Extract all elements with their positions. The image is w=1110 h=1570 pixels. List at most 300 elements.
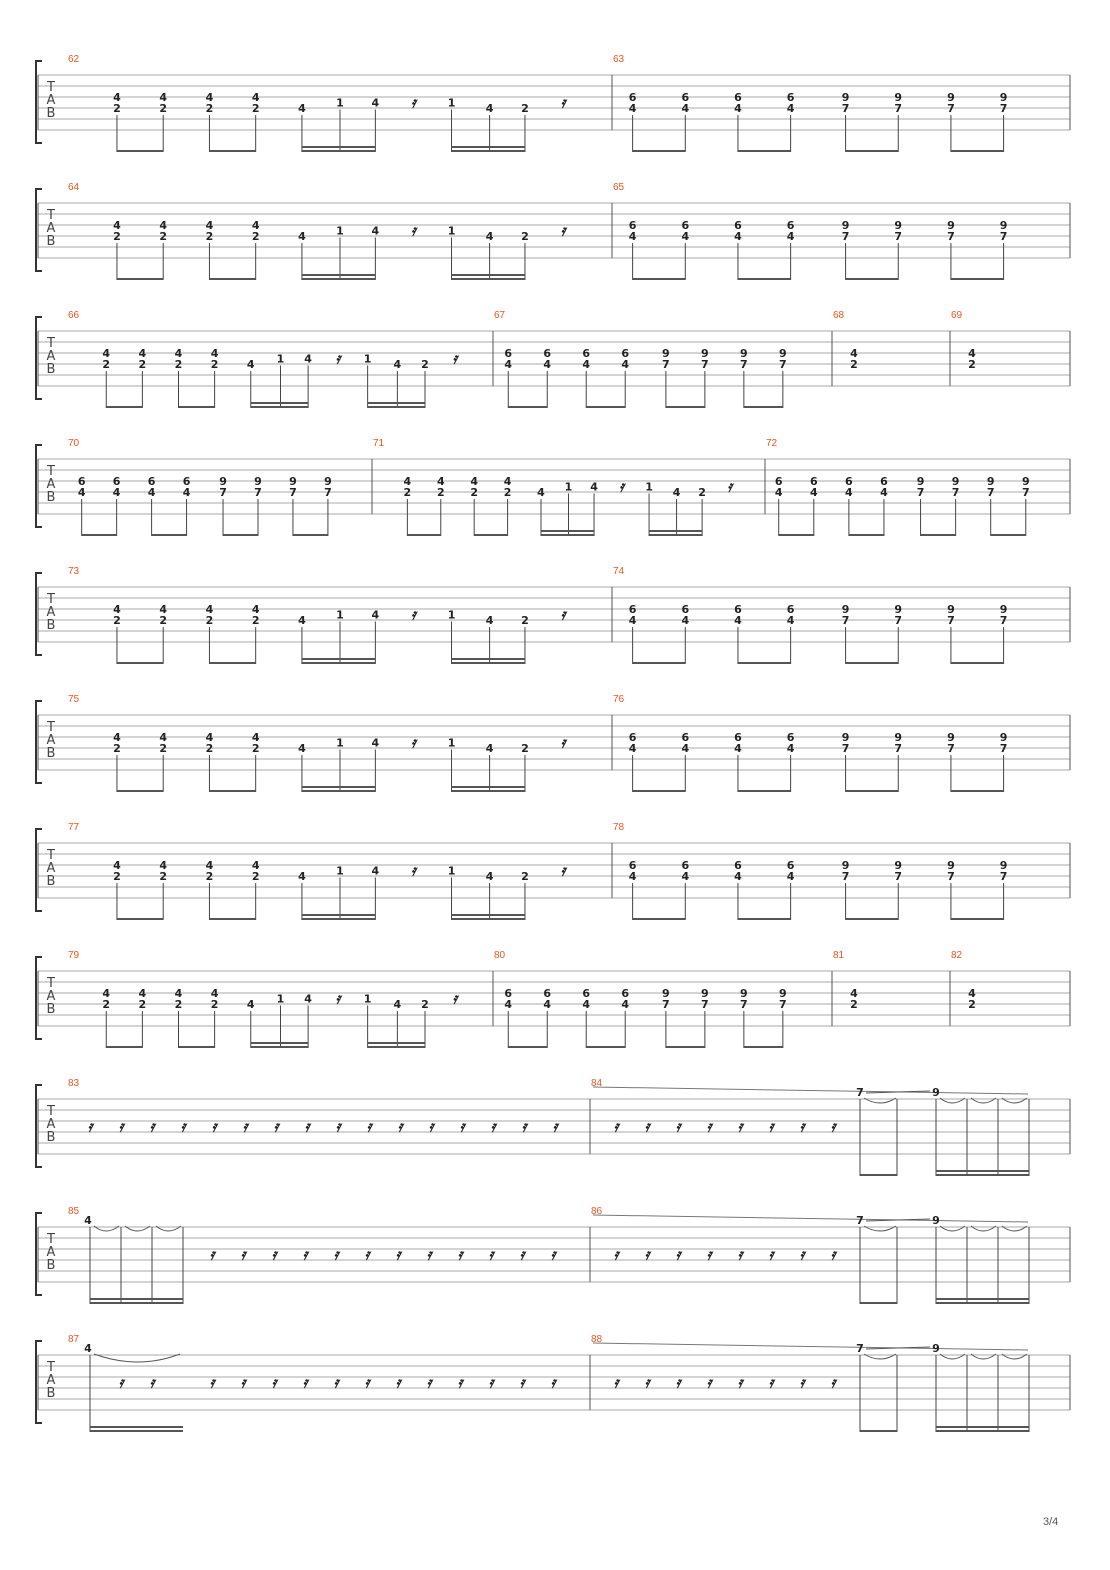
- beam: [633, 662, 686, 664]
- tab-clef-letter: A: [46, 93, 56, 108]
- fret-number: 9: [947, 731, 955, 744]
- fret-number: 7: [947, 742, 955, 755]
- measure-number: 62: [68, 54, 80, 65]
- fret-number: 4: [113, 219, 121, 232]
- sixteenth-rest: 𝄿: [426, 1245, 432, 1264]
- sixteenth-rest: 𝄿: [335, 1117, 341, 1136]
- tab-system: [36, 694, 1070, 792]
- fret-number: 4: [537, 486, 545, 499]
- tab-clef-letter: A: [46, 221, 56, 236]
- fret-number: 9: [999, 219, 1008, 232]
- fret-number: 9: [841, 731, 850, 744]
- measure-number: 77: [68, 822, 80, 833]
- fret-number: 7: [986, 486, 995, 499]
- fret-number: 9: [254, 475, 262, 488]
- beam: [293, 534, 328, 536]
- fret-number: 4: [371, 96, 380, 110]
- fret-number: 7: [701, 998, 709, 1011]
- measure-number: 63: [613, 54, 625, 65]
- beam: [302, 662, 375, 664]
- fret-number: 1: [447, 224, 456, 238]
- fret-number: 2: [159, 614, 168, 627]
- fret-number: 2: [159, 870, 168, 883]
- fret-number: 2: [113, 614, 121, 627]
- fret-number: 6: [147, 475, 156, 488]
- fret-number: 1: [447, 608, 456, 622]
- system-bracket: [36, 1085, 42, 1167]
- beam: [860, 1302, 897, 1304]
- fret-number: 6: [112, 475, 121, 488]
- fret-number: 9: [894, 859, 903, 872]
- sixteenth-rest: 𝄿: [488, 1373, 494, 1392]
- sixteenth-rest: 𝄿: [335, 349, 341, 368]
- fret-number: 6: [628, 731, 637, 744]
- measure-number: 69: [951, 310, 963, 321]
- fret-number: 9: [999, 91, 1008, 104]
- fret-number: 4: [504, 358, 513, 371]
- fret-number: 6: [786, 91, 795, 104]
- sixteenth-rest: 𝄿: [706, 1373, 712, 1392]
- sixteenth-rest: 𝄿: [560, 93, 566, 112]
- sixteenth-rest: 𝄿: [706, 1117, 712, 1136]
- tab-clef-letter: A: [46, 989, 56, 1004]
- beam: [586, 406, 625, 408]
- tab-clef-letter: B: [46, 1258, 56, 1273]
- fret-number: 6: [734, 219, 742, 232]
- beam: [368, 1042, 425, 1044]
- sixteenth-rest: 𝄿: [411, 605, 416, 624]
- measure-number: 66: [68, 310, 80, 321]
- fret-number: 2: [503, 486, 512, 499]
- tab-clef-letter: B: [46, 1386, 56, 1401]
- sixteenth-rest: 𝄿: [799, 1117, 805, 1136]
- beam: [251, 402, 308, 404]
- fret-number: 2: [521, 102, 529, 115]
- sixteenth-rest: 𝄿: [799, 1245, 805, 1264]
- tab-clef-letter: B: [46, 1130, 56, 1145]
- fret-number: 4: [159, 603, 168, 616]
- sixteenth-rest: 𝄿: [428, 1117, 434, 1136]
- fret-number: 4: [786, 870, 795, 883]
- sixteenth-rest: 𝄿: [768, 1373, 774, 1392]
- sixteenth-rest: 𝄿: [768, 1117, 774, 1136]
- sixteenth-rest: 𝄿: [209, 1373, 215, 1392]
- sixteenth-rest: 𝄿: [550, 1373, 556, 1392]
- beam: [936, 1430, 1029, 1432]
- fret-number: 4: [734, 230, 742, 243]
- tab-clef-letter: B: [46, 618, 56, 633]
- fret-number: 1: [276, 352, 285, 366]
- fret-number: 4: [205, 859, 214, 872]
- fret-number: 6: [786, 731, 795, 744]
- beam: [860, 1430, 897, 1432]
- beam: [508, 1046, 547, 1048]
- sixteenth-rest: 𝄿: [211, 1117, 217, 1136]
- beam: [649, 530, 702, 532]
- fret-number: 4: [371, 224, 380, 238]
- fret-number: 9: [219, 475, 227, 488]
- measure-number: 81: [833, 950, 845, 961]
- fret-number: 4: [159, 91, 168, 104]
- fret-number: 9: [701, 987, 709, 1000]
- beam: [209, 662, 255, 664]
- fret-number: 7: [894, 230, 903, 243]
- beam: [936, 1170, 1029, 1172]
- beam: [368, 1046, 425, 1048]
- fret-number: 4: [113, 91, 121, 104]
- sixteenth-rest: 𝄿: [519, 1373, 525, 1392]
- tab-clef-letter: T: [47, 464, 55, 479]
- beam: [586, 1046, 625, 1048]
- beam: [936, 1174, 1029, 1176]
- fret-number: 6: [681, 731, 690, 744]
- beam: [452, 658, 525, 660]
- measure-number: 67: [494, 310, 506, 321]
- measure-number: 71: [373, 438, 385, 449]
- beam: [738, 918, 791, 920]
- fret-number: 2: [421, 358, 429, 371]
- fret-number: 4: [159, 859, 168, 872]
- fret-number: 1: [363, 992, 372, 1006]
- beam: [209, 918, 255, 920]
- beam: [251, 1046, 308, 1048]
- beam: [779, 534, 814, 536]
- fret-number: 1: [564, 480, 573, 494]
- fret-number: 2: [159, 230, 168, 243]
- beam: [82, 534, 117, 536]
- beam: [633, 150, 686, 152]
- fret-number: 4: [298, 230, 306, 243]
- fret-number: 6: [786, 603, 795, 616]
- measure-number: 83: [68, 1078, 80, 1089]
- measure-number: 70: [68, 438, 80, 449]
- sixteenth-rest: 𝄿: [552, 1117, 558, 1136]
- fret-number: 1: [336, 736, 344, 750]
- fret-number: 2: [251, 614, 260, 627]
- sixteenth-rest: 𝄿: [675, 1117, 681, 1136]
- fret-number: 2: [138, 998, 147, 1011]
- beam: [452, 790, 525, 792]
- sixteenth-rest: 𝄿: [644, 1373, 650, 1392]
- fret-number: 6: [845, 475, 853, 488]
- fret-number: 4: [371, 864, 380, 878]
- fret-number: 2: [113, 102, 121, 115]
- fret-number: 7: [999, 614, 1008, 627]
- sixteenth-rest: 𝄿: [180, 1117, 186, 1136]
- sixteenth-rest: 𝄿: [613, 1117, 619, 1136]
- fret-number: 6: [734, 91, 742, 104]
- fret-number: 2: [159, 742, 168, 755]
- beam: [541, 530, 594, 532]
- fret-number: 4: [582, 998, 591, 1011]
- fret-number: 4: [113, 603, 121, 616]
- beam: [633, 790, 686, 792]
- beam: [846, 662, 899, 664]
- beam: [407, 534, 440, 536]
- fret-number: 4: [298, 102, 306, 115]
- fret-number: 4: [734, 102, 742, 115]
- fret-number: 9: [894, 603, 903, 616]
- sixteenth-rest: 𝄿: [675, 1373, 681, 1392]
- fret-number: 2: [205, 742, 214, 755]
- beam: [368, 402, 425, 404]
- sixteenth-rest: 𝄿: [366, 1117, 372, 1136]
- fret-number: 2: [521, 614, 529, 627]
- beam: [251, 406, 308, 408]
- system-bracket: [36, 829, 42, 911]
- slide-line: [593, 1087, 1028, 1094]
- fret-number: 4: [112, 486, 121, 499]
- fret-number: 4: [205, 603, 214, 616]
- measure-number: 87: [68, 1334, 80, 1345]
- beam: [921, 534, 956, 536]
- beam: [846, 150, 899, 152]
- beam: [951, 790, 1004, 792]
- tab-clef-letter: A: [46, 1373, 56, 1388]
- fret-number: 4: [809, 486, 818, 499]
- fret-number: 1: [447, 736, 456, 750]
- fret-number: 2: [205, 102, 214, 115]
- sixteenth-rest: 𝄿: [457, 1245, 463, 1264]
- fret-number: 6: [628, 859, 637, 872]
- fret-number: 7: [894, 102, 903, 115]
- fret-number: 7: [894, 870, 903, 883]
- fret-number: 2: [521, 742, 529, 755]
- fret-number: 2: [251, 742, 260, 755]
- fret-number: 4: [485, 742, 494, 755]
- fret-number: 7: [999, 870, 1008, 883]
- fret-number: 6: [809, 475, 818, 488]
- tab-clef-letter: T: [47, 720, 55, 735]
- beam: [738, 278, 791, 280]
- fret-number: 9: [932, 1214, 940, 1227]
- fret-number: 4: [159, 219, 168, 232]
- fret-number: 2: [113, 230, 121, 243]
- beam: [666, 1046, 705, 1048]
- fret-number: 4: [734, 614, 742, 627]
- fret-number: 6: [681, 859, 690, 872]
- beam: [744, 406, 783, 408]
- fret-number: 2: [421, 998, 429, 1011]
- fret-number: 1: [276, 992, 285, 1006]
- fret-number: 4: [681, 614, 690, 627]
- sixteenth-rest: 𝄿: [830, 1373, 836, 1392]
- sixteenth-rest: 𝄿: [395, 1373, 401, 1392]
- beam: [860, 1174, 897, 1176]
- system-bracket: [36, 189, 42, 271]
- fret-number: 2: [102, 998, 111, 1011]
- fret-number: 4: [113, 859, 121, 872]
- tab-system: [36, 822, 1070, 920]
- sixteenth-rest: 𝄿: [560, 221, 566, 240]
- measure-number: 76: [613, 694, 625, 705]
- fret-number: 9: [894, 219, 903, 232]
- tab-system: [36, 1334, 1070, 1432]
- fret-number: 7: [841, 102, 850, 115]
- fret-number: 4: [786, 102, 795, 115]
- beam: [452, 150, 525, 152]
- fret-number: 2: [470, 486, 479, 499]
- fret-number: 4: [138, 987, 147, 1000]
- beam: [179, 1046, 215, 1048]
- sixteenth-rest: 𝄿: [457, 1373, 463, 1392]
- tab-clef-letter: B: [46, 234, 56, 249]
- measure-number: 82: [951, 950, 963, 961]
- fret-number: 7: [740, 998, 748, 1011]
- fret-number: 9: [324, 475, 332, 488]
- fret-number: 4: [371, 736, 380, 750]
- fret-number: 9: [932, 1086, 940, 1099]
- fret-number: 1: [336, 608, 344, 622]
- fret-number: 4: [159, 731, 168, 744]
- fret-number: 9: [740, 347, 748, 360]
- fret-number: 4: [681, 742, 690, 755]
- beam: [452, 662, 525, 664]
- fret-number: 4: [672, 486, 681, 499]
- fret-number: 6: [628, 91, 637, 104]
- fret-number: 1: [336, 864, 344, 878]
- fret-number: 7: [894, 614, 903, 627]
- fret-number: 4: [681, 102, 690, 115]
- system-bracket: [36, 317, 42, 399]
- fret-number: 9: [779, 347, 787, 360]
- fret-number: 4: [77, 486, 86, 499]
- beam: [849, 534, 884, 536]
- fret-number: 7: [999, 102, 1008, 115]
- fret-number: 2: [159, 102, 168, 115]
- fret-number: 4: [298, 870, 306, 883]
- fret-number: 7: [701, 358, 709, 371]
- system-bracket: [36, 957, 42, 1039]
- fret-number: 6: [774, 475, 783, 488]
- system-bracket: [36, 445, 42, 527]
- fret-number: 7: [856, 1342, 864, 1355]
- fret-number: 7: [289, 486, 297, 499]
- sixteenth-rest: 𝄿: [613, 1373, 619, 1392]
- sixteenth-rest: 𝄿: [452, 989, 458, 1008]
- measure-number: 73: [68, 566, 80, 577]
- sixteenth-rest: 𝄿: [426, 1373, 432, 1392]
- beam: [508, 406, 547, 408]
- fret-number: 4: [485, 102, 494, 115]
- sixteenth-rest: 𝄿: [335, 989, 341, 1008]
- fret-number: 7: [916, 486, 925, 499]
- sixteenth-rest: 𝄿: [560, 733, 566, 752]
- fret-number: 9: [841, 603, 850, 616]
- sixteenth-rest: 𝄿: [149, 1117, 155, 1136]
- beam: [368, 406, 425, 408]
- system-bracket: [36, 1213, 42, 1295]
- tab-clef-letter: T: [47, 976, 55, 991]
- fret-number: 4: [968, 347, 976, 360]
- beam: [452, 274, 525, 276]
- tab-clef-letter: A: [46, 605, 56, 620]
- system-bracket: [36, 61, 42, 143]
- fret-number: 9: [701, 347, 709, 360]
- fret-number: 4: [205, 219, 214, 232]
- fret-number: 4: [543, 358, 552, 371]
- beam: [117, 918, 163, 920]
- sixteenth-rest: 𝄿: [302, 1245, 308, 1264]
- fret-number: 4: [138, 347, 147, 360]
- fret-number: 7: [740, 358, 748, 371]
- beam: [936, 1302, 1029, 1304]
- fret-number: 1: [447, 96, 456, 110]
- sixteenth-rest: 𝄿: [87, 1117, 93, 1136]
- fret-number: 9: [999, 859, 1008, 872]
- sixteenth-rest: 𝄿: [619, 477, 624, 496]
- fret-number: 1: [447, 864, 456, 878]
- fret-number: 4: [84, 1214, 92, 1227]
- fret-number: 2: [850, 358, 858, 371]
- fret-number: 4: [485, 230, 494, 243]
- fret-number: 4: [628, 230, 637, 243]
- fret-number: 4: [174, 347, 183, 360]
- tab-clef-letter: A: [46, 861, 56, 876]
- beam: [117, 150, 163, 152]
- sixteenth-rest: 𝄿: [644, 1245, 650, 1264]
- fret-number: 4: [503, 475, 512, 488]
- measure-number: 79: [68, 950, 80, 961]
- sixteenth-rest: 𝄿: [799, 1373, 805, 1392]
- beam: [90, 1426, 183, 1428]
- tab-clef-letter: A: [46, 477, 56, 492]
- fret-number: 9: [947, 91, 955, 104]
- fret-number: 4: [681, 230, 690, 243]
- tab-system: [36, 1078, 1070, 1176]
- fret-number: 2: [205, 614, 214, 627]
- tab-clef-letter: A: [46, 733, 56, 748]
- slide-line: [593, 1215, 1028, 1222]
- fret-number: 4: [681, 870, 690, 883]
- fret-number: 9: [1021, 475, 1030, 488]
- fret-number: 6: [543, 347, 552, 360]
- sixteenth-rest: 𝄿: [304, 1117, 310, 1136]
- fret-number: 2: [174, 358, 183, 371]
- fret-number: 7: [999, 742, 1008, 755]
- fret-number: 4: [393, 358, 402, 371]
- fret-number: 2: [521, 870, 529, 883]
- fret-number: 6: [543, 987, 552, 1000]
- sixteenth-rest: 𝄿: [242, 1117, 248, 1136]
- fret-number: 4: [246, 358, 255, 371]
- sixteenth-rest: 𝄿: [411, 221, 416, 240]
- fret-number: 9: [999, 603, 1008, 616]
- fret-number: 7: [841, 870, 850, 883]
- tab-clef-letter: T: [47, 592, 55, 607]
- fret-number: 2: [968, 998, 976, 1011]
- fret-number: 1: [363, 352, 372, 366]
- fret-number: 9: [947, 859, 955, 872]
- fret-number: 2: [210, 358, 219, 371]
- beam: [251, 1042, 308, 1044]
- beam: [209, 278, 255, 280]
- fret-number: 4: [734, 870, 742, 883]
- fret-number: 6: [681, 91, 690, 104]
- fret-number: 9: [289, 475, 297, 488]
- tab-clef-letter: T: [47, 1232, 55, 1247]
- fret-number: 4: [174, 987, 183, 1000]
- fret-number: 2: [436, 486, 445, 499]
- tab-system: [36, 950, 1070, 1048]
- sixteenth-rest: 𝄿: [521, 1117, 527, 1136]
- beam: [452, 914, 525, 916]
- sixteenth-rest: 𝄿: [737, 1373, 743, 1392]
- fret-number: 6: [734, 859, 742, 872]
- beam: [117, 790, 163, 792]
- measure-number: 80: [494, 950, 506, 961]
- fret-number: 4: [850, 987, 858, 1000]
